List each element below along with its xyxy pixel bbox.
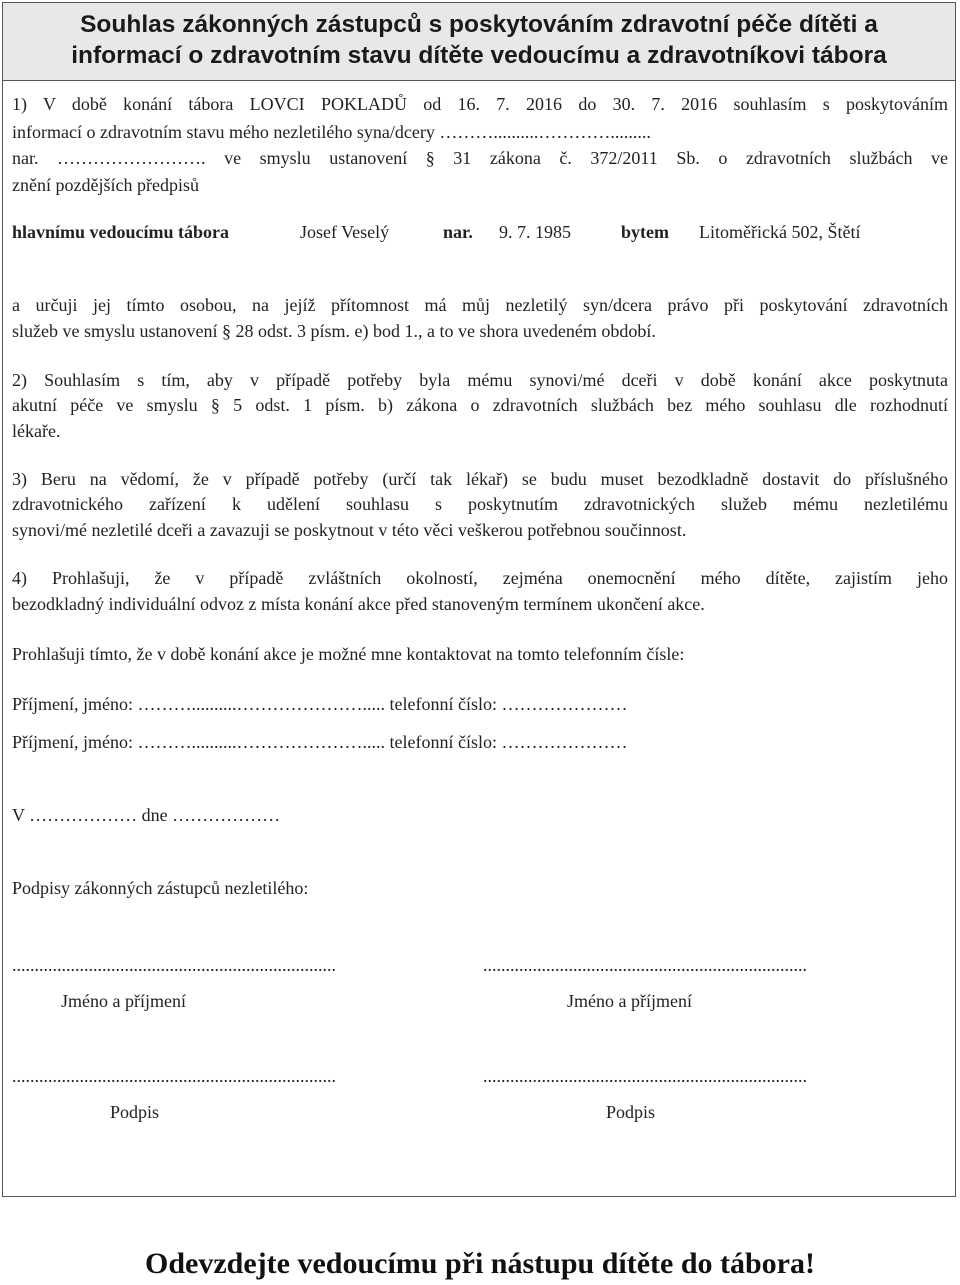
title-box [3, 3, 955, 81]
section1-line-4: znění pozdějších předpisů [12, 175, 199, 195]
contact-intro: Prohlašuji tímto, že v době konání akce je možné mne kontaktovat na tomto telefonním čísle: [12, 644, 685, 664]
contact-row-2[interactable]: Příjmení, jméno: ………..........…………………..... telefonní číslo: ………………… [12, 732, 628, 752]
footer-instruction: Odevzdejte vedoucímu při nástupu dítěte do tábora! [145, 1247, 815, 1280]
leader-address-label: bytem [621, 222, 669, 242]
signature-line-name-right[interactable]: ........................................................................ [483, 955, 807, 975]
name-label-left: Jméno a příjmení [61, 991, 186, 1011]
para-2-line-3: lékaře. [12, 421, 61, 441]
para-3-line-1: 3) Beru na vědomí, že v případě potřeby (určí tak lékař) se budu muset bezodkladně dostavit do příslušného [12, 469, 948, 489]
section1-line-3: nar. ……………………. ve smyslu ustanovení § 31 zákona č. 372/2011 Sb. o zdravotních službách ve [12, 148, 948, 168]
signature-line-sign-left[interactable]: ........................................................................ [12, 1066, 336, 1086]
para-2-line-1: 2) Souhlasím s tím, aby v případě potřeby byla mému synovi/mé dceři v době konání akce poskytnuta [12, 370, 948, 390]
para-a-line-1: a určuji jej tímto osobou, na jejíž přítomnost má můj nezletilý syn/dcera právo při poskytování zdravotních [12, 295, 948, 315]
sign-label-right: Podpis [606, 1102, 656, 1122]
sign-label-left: Podpis [110, 1102, 160, 1122]
para-3-line-3: synovi/mé nezletilé dceři a zavazuji se poskytnout v této věci veškerou potřebnou součinnost. [12, 520, 687, 540]
form-title-line-2: informací o zdravotním stavu dítěte vedoucímu a zdravotníkovi tábora [71, 42, 887, 69]
leader-label: hlavnímu vedoucímu tábora [12, 222, 230, 242]
signature-line-sign-right[interactable]: ........................................................................ [483, 1066, 807, 1086]
signatures-heading: Podpisy zákonných zástupců nezletilého: [12, 878, 309, 898]
leader-name: Josef Veselý [300, 222, 390, 242]
leader-address: Litoměřická 502, Štětí [699, 222, 861, 242]
section1-line-2: informací o zdravotním stavu mého nezletilého syna/dcery ………..........…………......... [12, 122, 651, 142]
form-title-line-1: Souhlas zákonných zástupců s poskytováním zdravotní péče dítěti a [80, 11, 878, 38]
place-date-line[interactable]: V ……………… dne ……………… [12, 805, 281, 825]
section1-line-1: 1) V době konání tábora LOVCI POKLADŮ od 16. 7. 2016 do 30. 7. 2016 souhlasím s poskytováním [12, 94, 948, 114]
para-4-line-1: 4) Prohlašuji, že v případě zvláštních okolností, zejména onemocnění mého dítěte, zajistím jeho [12, 568, 948, 588]
para-4-line-2: bezodkladný individuální odvoz z místa konání akce před stanoveným termínem ukončení akce. [12, 594, 705, 614]
para-2-line-2: akutní péče ve smyslu § 5 odst. 1 písm. b) zákona o zdravotních službách bez mého souhlasu dle rozhodnutí [12, 395, 948, 415]
para-a-line-2: služeb ve smyslu ustanovení § 28 odst. 3 písm. e) bod 1., a to ve shora uvedeném období. [12, 321, 656, 341]
leader-birth-label: nar. [443, 222, 473, 242]
para-3-line-2: zdravotnického zařízení k udělení souhlasu s poskytnutím zdravotnických služeb mému nezletilému [12, 494, 948, 514]
name-label-right: Jméno a příjmení [567, 991, 692, 1011]
contact-row-1[interactable]: Příjmení, jméno: ………..........…………………..... telefonní číslo: ………………… [12, 694, 628, 714]
leader-birth-date: 9. 7. 1985 [499, 222, 571, 242]
signature-line-name-left[interactable]: ........................................................................ [12, 955, 336, 975]
